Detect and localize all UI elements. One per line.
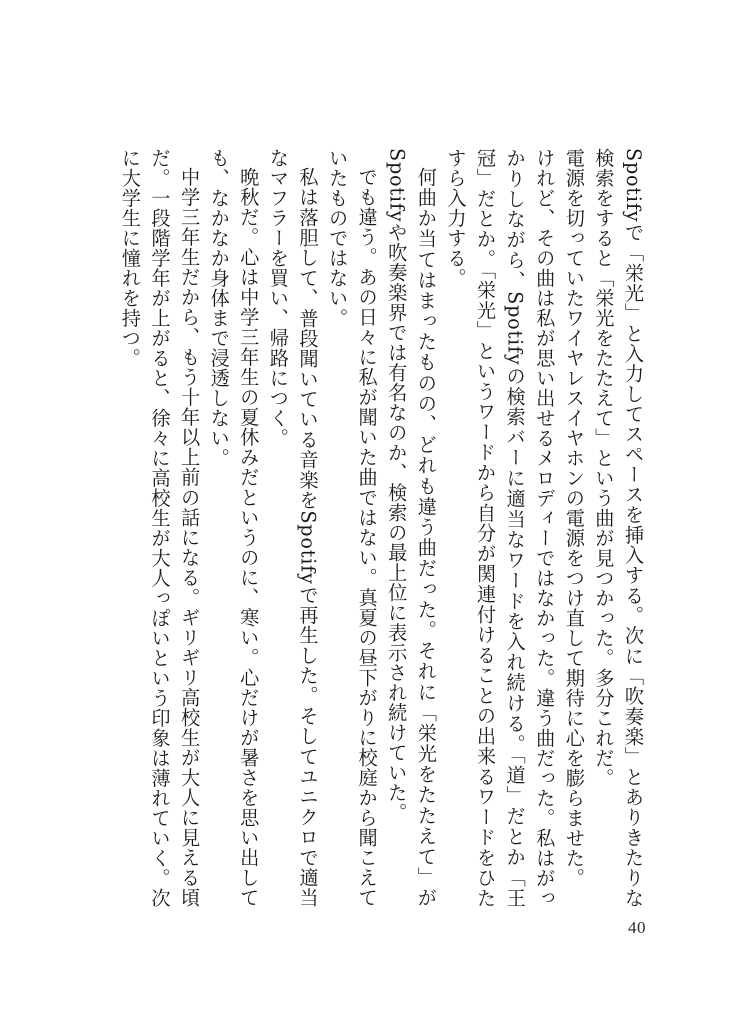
- paragraph: 電源を切っていたワイヤレスイヤホンの電源をつけ直して期待に心を膨らませた。: [562, 148, 586, 888]
- vertical-text-body: [68, 148, 648, 908]
- paragraph: 晩秋だ。心は中学三年生の夏休みだというのに、寒い。心だけが暑さを思い出しても、なかなか身体まで浸透しない。: [207, 148, 261, 908]
- paragraph: 中学三年生だから、もう十年以上前の話になる。ギリギリ高校生が大人に見える頃だ。一段階学年が上がると、徐々に高校生が大人っぽいという印象は薄れていく。次に大学生に憧れを持つ。: [118, 148, 202, 908]
- paragraph: けれど、その曲は私が思い出せるメロディーではなかった。違う曲だった。私はがっかりしながら、Spotifyの検索バーに適当なワードを入れ続ける。「道」だとか「王冠」だとか。「栄光」というワードから自分が関連付けることの出来るワードをひたすら入力する。: [444, 148, 557, 908]
- paragraph: 何曲か当てはまったものの、どれも違う曲だった。それに「栄光をたたえて」がSpotifyや吹奏楽界では有名なのか、検索の最上位に表示され続けていた。: [385, 148, 438, 908]
- paragraph: 私は落胆して、普段聞いている音楽をSpotifyで再生した。そしてユニクロで適当なマフラーを買い、帰路につく。: [266, 148, 320, 908]
- paragraph: Spotifyで「栄光」と入力してスペースを挿入する。次に「吹奏楽」とありきたりな検索をすると「栄光をたたえて」という曲が見つかった。多分これだ。: [592, 148, 645, 908]
- page-number: 40: [628, 918, 646, 937]
- paragraph: でも違う。あの日々に私が聞いた曲ではない。真夏の昼下がりに校庭から聞こえていたものではない。: [326, 148, 379, 908]
